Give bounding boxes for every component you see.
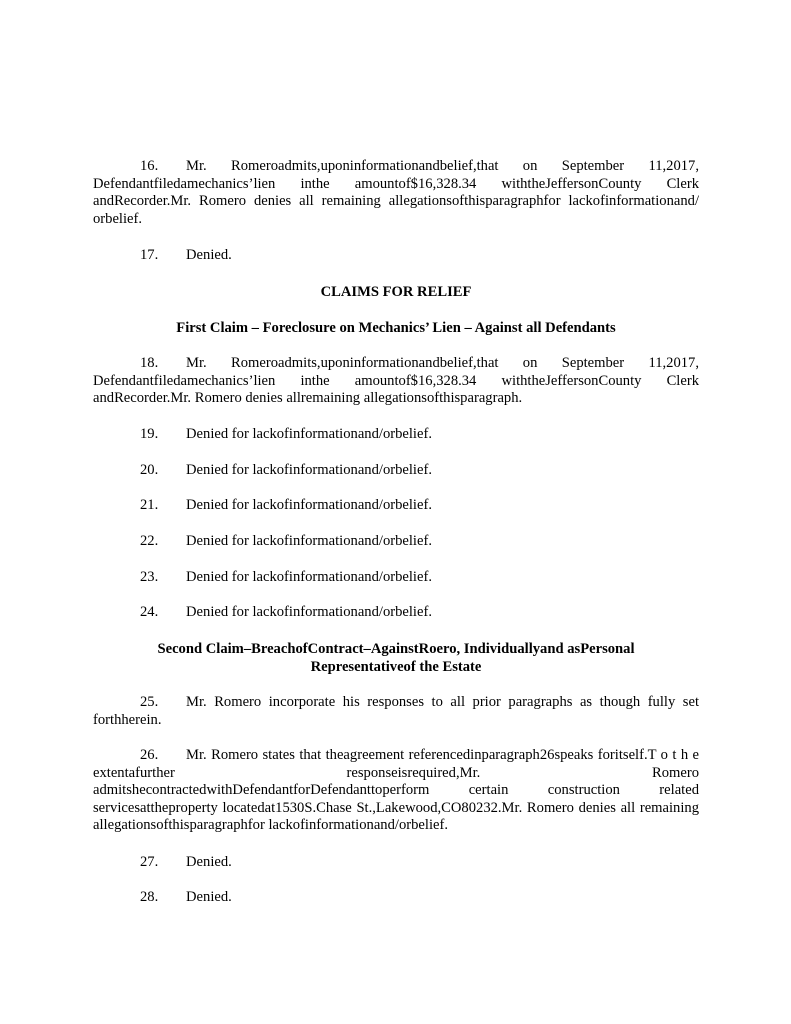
first-claim-heading: First Claim – Foreclosure on Mechanics’ Lien – Against all Defendants bbox=[176, 320, 616, 336]
paragraph-number: 24. bbox=[140, 604, 159, 620]
paragraph-number: 20. bbox=[140, 462, 159, 478]
paragraph-text: Denied for lackofinformationand/orbelief. bbox=[186, 569, 432, 585]
paragraph-22 bbox=[140, 533, 432, 551]
paragraph-number: 19. bbox=[140, 426, 159, 442]
claims-for-relief-heading: CLAIMS FOR RELIEF bbox=[320, 284, 472, 300]
paragraph-24 bbox=[140, 604, 432, 622]
paragraph-text: Denied for lackofinformationand/orbelief. bbox=[186, 604, 432, 620]
paragraph-text: Denied for lackofinformationand/orbelief. bbox=[186, 497, 432, 513]
paragraph-20 bbox=[140, 462, 432, 480]
paragraph-text: Denied. bbox=[186, 889, 232, 905]
paragraph-number: 28. bbox=[140, 889, 159, 905]
paragraph-number: 27. bbox=[140, 854, 159, 870]
paragraph-number: 16. bbox=[140, 158, 159, 174]
paragraph-text: Denied for lackofinformationand/orbelief. bbox=[186, 462, 432, 478]
paragraph-26 bbox=[93, 747, 699, 835]
paragraph-16 bbox=[93, 158, 699, 228]
paragraph-number: 21. bbox=[140, 497, 159, 513]
paragraph-28 bbox=[140, 889, 232, 907]
second-claim-heading-line-2: Representativeof the Estate bbox=[310, 659, 482, 675]
paragraph-text: Mr. Romeroadmits,uponinformationandbelief,that on September 11,2017, Defendantfiledamechanics’lien inthe amountof$16,328.34 withtheJeffersonCounty Clerk andRecorder.Mr. Romero denies allremaining allegationsofthisparagraph. bbox=[93, 355, 699, 406]
paragraph-text: Mr. Romero states that theagreement referencedinparagraph26speaks foritself.T o t h e extentafurther responseisrequired,Mr. Romero admitshecontractedwithDefendantforDefendanttoperform certain construction related servicesattheproperty locatedat1530S.Chase St.,Lakewood,CO80232.Mr. Romero denies all remaining allegationsofthisparagraphfor lackofinformationand/orbelief. bbox=[93, 747, 699, 833]
paragraph-text: Denied for lackofinformationand/orbelief. bbox=[186, 426, 432, 442]
paragraph-text: Denied for lackofinformationand/orbelief. bbox=[186, 533, 432, 549]
paragraph-27 bbox=[140, 854, 232, 872]
paragraph-number: 17. bbox=[140, 247, 159, 263]
paragraph-21 bbox=[140, 497, 432, 515]
paragraph-text: Denied. bbox=[186, 247, 232, 263]
paragraph-18 bbox=[93, 355, 699, 408]
second-claim-heading-line-1: Second Claim–BreachofContract–AgainstRoero, Individuallyand asPersonal bbox=[157, 641, 635, 657]
paragraph-number: 18. bbox=[140, 355, 159, 371]
paragraph-17 bbox=[140, 247, 232, 265]
paragraph-19 bbox=[140, 426, 432, 444]
paragraph-text: Mr. Romeroadmits,uponinformationandbelief,that on September 11,2017, Defendantfiledamechanics’lien inthe amountof$16,328.34 withtheJeffersonCounty Clerk andRecorder.Mr. Romero denies all remaining allegationsofthisparagraphfor lackofinformationand/ orbelief. bbox=[93, 158, 699, 227]
paragraph-number: 22. bbox=[140, 533, 159, 549]
paragraph-number: 23. bbox=[140, 569, 159, 585]
paragraph-text: Denied. bbox=[186, 854, 232, 870]
paragraph-text: Mr. Romero incorporate his responses to all prior paragraphs as though fully set forthherein. bbox=[93, 694, 699, 728]
paragraph-number: 25. bbox=[140, 694, 159, 710]
paragraph-number: 26. bbox=[140, 747, 159, 763]
paragraph-25 bbox=[93, 694, 699, 729]
paragraph-23 bbox=[140, 569, 432, 587]
